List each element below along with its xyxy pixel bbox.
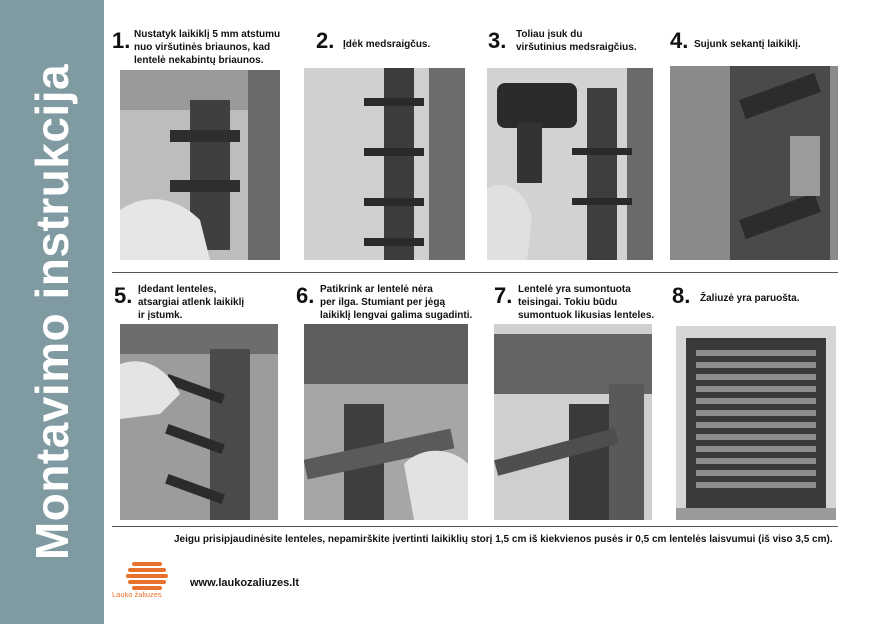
step-1-number: 1. (112, 28, 131, 53)
step-1-caption: Nustatyk laikiklį 5 mm atstumu nuo viršutinės briaunos, kad lentelė nekabintų briaunos. (134, 29, 281, 66)
step-7-caption: Lentelė yra sumontuota teisingai. Tokiu būdu sumontuok likusias lenteles. (518, 284, 655, 321)
step-7-photo (494, 324, 652, 520)
step-4-caption: Sujunk sekantį laikiklį. (694, 39, 801, 50)
step-3-caption: Toliau įsuk du viršutinius medsraigčius. (516, 29, 637, 53)
brand-logo-text: Lauko žaliuzės (112, 590, 162, 599)
step-2-caption: Įdėk medsraigčus. (343, 39, 431, 50)
page-title: Montavimo instrukcija (26, 63, 78, 561)
step-3-number: 3. (488, 28, 507, 53)
step-5-number: 5. (114, 283, 133, 308)
website-link[interactable]: www.laukozaliuzes.lt (190, 577, 300, 589)
step-4-photo (670, 66, 838, 260)
sidebar (0, 0, 104, 624)
step-7-number: 7. (494, 283, 513, 308)
step-2-number: 2. (316, 28, 335, 53)
step-5-caption: Įdedant lenteles, atsargiai atlenk laikiklį ir įstumk. (138, 284, 245, 321)
step-4-number: 4. (670, 28, 689, 53)
step-3-photo (487, 68, 653, 260)
step-1-photo (120, 70, 280, 260)
step-8-photo (676, 326, 836, 520)
step-6-photo (304, 324, 468, 520)
step-8-number: 8. (672, 283, 691, 308)
step-6-caption: Patikrink ar lentelė nėra per ilga. Stumiant per jėgą laikiklį lengvai galima sugadinti. (320, 284, 473, 321)
step-2-photo (304, 68, 465, 260)
step-8-caption: Žaliuzė yra paruošta. (700, 293, 800, 304)
step-5-photo (120, 324, 278, 520)
footer-divider (112, 526, 838, 527)
step-6-number: 6. (296, 283, 315, 308)
row-divider (112, 272, 838, 273)
footer-note: Jeigu prisipjaudinėsite lenteles, nepamirškite įvertinti laikiklių storį 1,5 cm iš kiekvienos pusės ir 0,5 cm lentelės laisvumui (iš viso 3,5 cm). (174, 534, 833, 545)
